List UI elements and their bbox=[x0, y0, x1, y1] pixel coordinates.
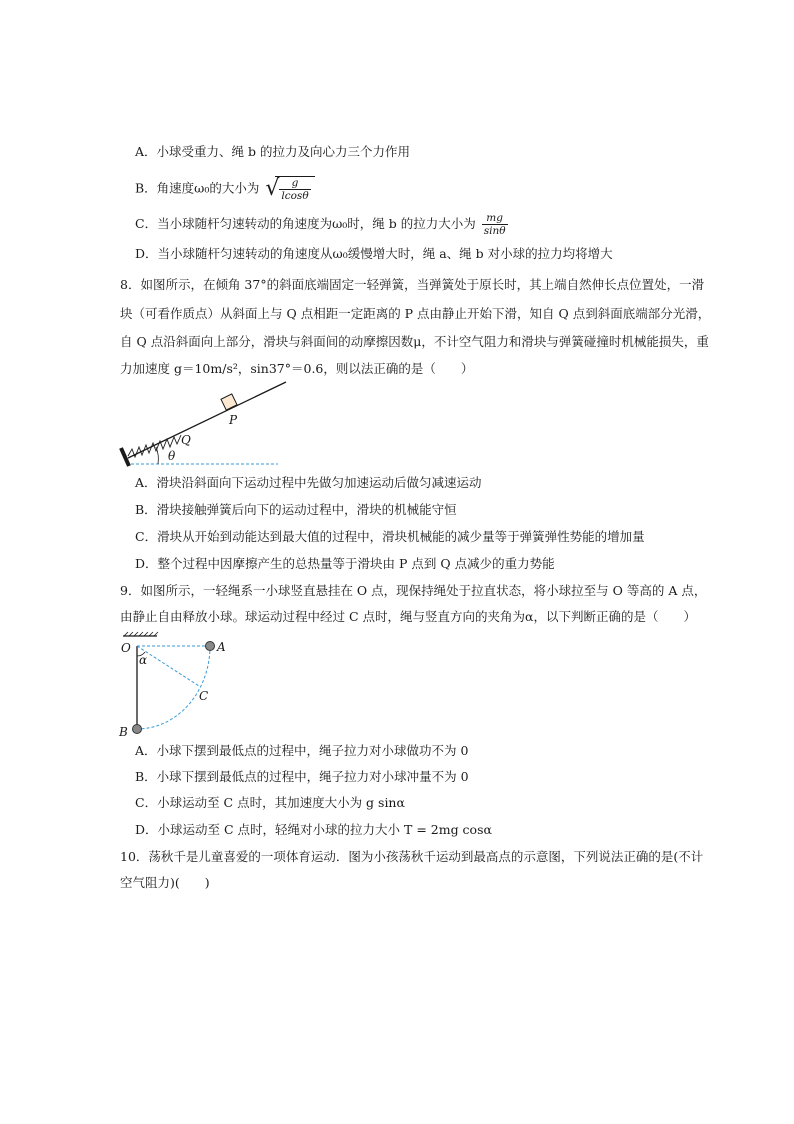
q7-option-b-text: B．角速度ω₀的大小为 bbox=[135, 180, 260, 196]
q8-stem-line-4: 力加速度 g＝10m/s²，sin37°＝0.6，则以法正确的是（ ） bbox=[120, 361, 474, 376]
q9-stem-line-2: 由静止自由释放小球。球运动过程中经过 C 点时，绳与竖直方向的夹角为α，以下判断正确的是（ ） bbox=[120, 609, 696, 624]
q8-option-a: A．滑块沿斜面向下运动过程中先做匀加速运动后做匀减速运动 bbox=[135, 475, 482, 490]
fraction-denominator: sinθ bbox=[483, 225, 506, 237]
q7-option-d: D．当小球随杆匀速转动的角速度从ω₀缓慢增大时，绳 a、绳 b 对小球的拉力均将增大 bbox=[135, 246, 613, 261]
tension-fraction bbox=[482, 212, 508, 237]
q9-option-c: C．小球运动至 C 点时，其加速度大小为 g sinα bbox=[135, 795, 405, 810]
label-a: A bbox=[217, 640, 226, 654]
label-p: P bbox=[229, 413, 238, 427]
q9-stem-line-1: 9．如图所示，一轻绳系一小球竖直悬挂在 O 点，现保持绳处于拉直状态，将小球拉至与 O 等高的 A 点， bbox=[120, 583, 707, 598]
fraction-numerator: mg bbox=[482, 212, 508, 225]
radical-sign: √ bbox=[265, 176, 280, 201]
incline-spring-figure bbox=[118, 378, 288, 470]
sqrt-denominator: lcosθ bbox=[281, 190, 309, 202]
label-q: Q bbox=[181, 433, 191, 447]
q10-stem-line-2: 空气阻力)( ) bbox=[120, 875, 210, 890]
ball-a bbox=[206, 642, 215, 651]
q8-stem-line-2: 块（可看作质点）从斜面上与 Q 点相距一定距离的 P 点由静止开始下滑，知自 Q 点到斜面底端部分光滑， bbox=[120, 306, 711, 321]
dashed-arc bbox=[137, 646, 210, 729]
q8-option-c: C．滑块从开始到动能达到最大值的过程中，滑块机械能的减少量等于弹簧弹性势能的增加量 bbox=[135, 529, 645, 544]
label-o: O bbox=[121, 641, 131, 655]
q9-option-a: A．小球下摆到最低点的过程中，绳子拉力对小球做功不为 0 bbox=[135, 743, 469, 758]
pendulum-figure bbox=[117, 632, 232, 742]
sqrt-fraction bbox=[279, 177, 310, 202]
q7-option-c bbox=[135, 212, 510, 237]
wall-block bbox=[121, 448, 129, 466]
label-theta: θ bbox=[168, 449, 176, 463]
q8-option-b: B．滑块接触弹簧后向下的运动过程中，滑块的机械能守恒 bbox=[135, 502, 457, 517]
q8-stem-line-3: 自 Q 点沿斜面向上部分，滑块与斜面间的动摩擦因数μ，不计空气阻力和滑块与弹簧碰撞时机械能损失，重 bbox=[120, 334, 709, 349]
ball-b bbox=[133, 725, 142, 734]
q7-option-c-text: C．当小球随杆匀速转动的角速度为ω₀时，绳 b 的拉力大小为 bbox=[135, 216, 476, 231]
q9-option-b: B．小球下摆到最低点的过程中，绳子拉力对小球冲量不为 0 bbox=[135, 769, 469, 784]
sqrt-expression bbox=[265, 176, 314, 202]
label-c: C bbox=[199, 689, 209, 703]
q9-option-d: D．小球运动至 C 点时，轻绳对小球的拉力大小 T = 2mg cosα bbox=[135, 822, 492, 837]
q8-option-d: D．整个过程中因摩擦产生的总热量等于滑块由 P 点到 Q 点减少的重力势能 bbox=[135, 556, 555, 571]
label-b: B bbox=[119, 725, 128, 739]
q10-stem-line-1: 10．荡秋千是儿童喜爱的一项体育运动．图为小孩荡秋千运动到最高点的示意图，下列说法正确的是(不计 bbox=[120, 849, 704, 864]
q7-option-b bbox=[135, 176, 315, 202]
q7-option-a: A．小球受重力、绳 b 的拉力及向心力三个力作用 bbox=[135, 144, 410, 159]
slider-block bbox=[221, 394, 237, 410]
sqrt-numerator: g bbox=[279, 177, 310, 190]
label-alpha: α bbox=[139, 653, 148, 667]
q8-stem-line-1: 8．如图所示，在倾角 37°的斜面底端固定一轻弹簧，当弹簧处于原长时，其上端自然伸长点位置处，一滑 bbox=[120, 277, 705, 292]
